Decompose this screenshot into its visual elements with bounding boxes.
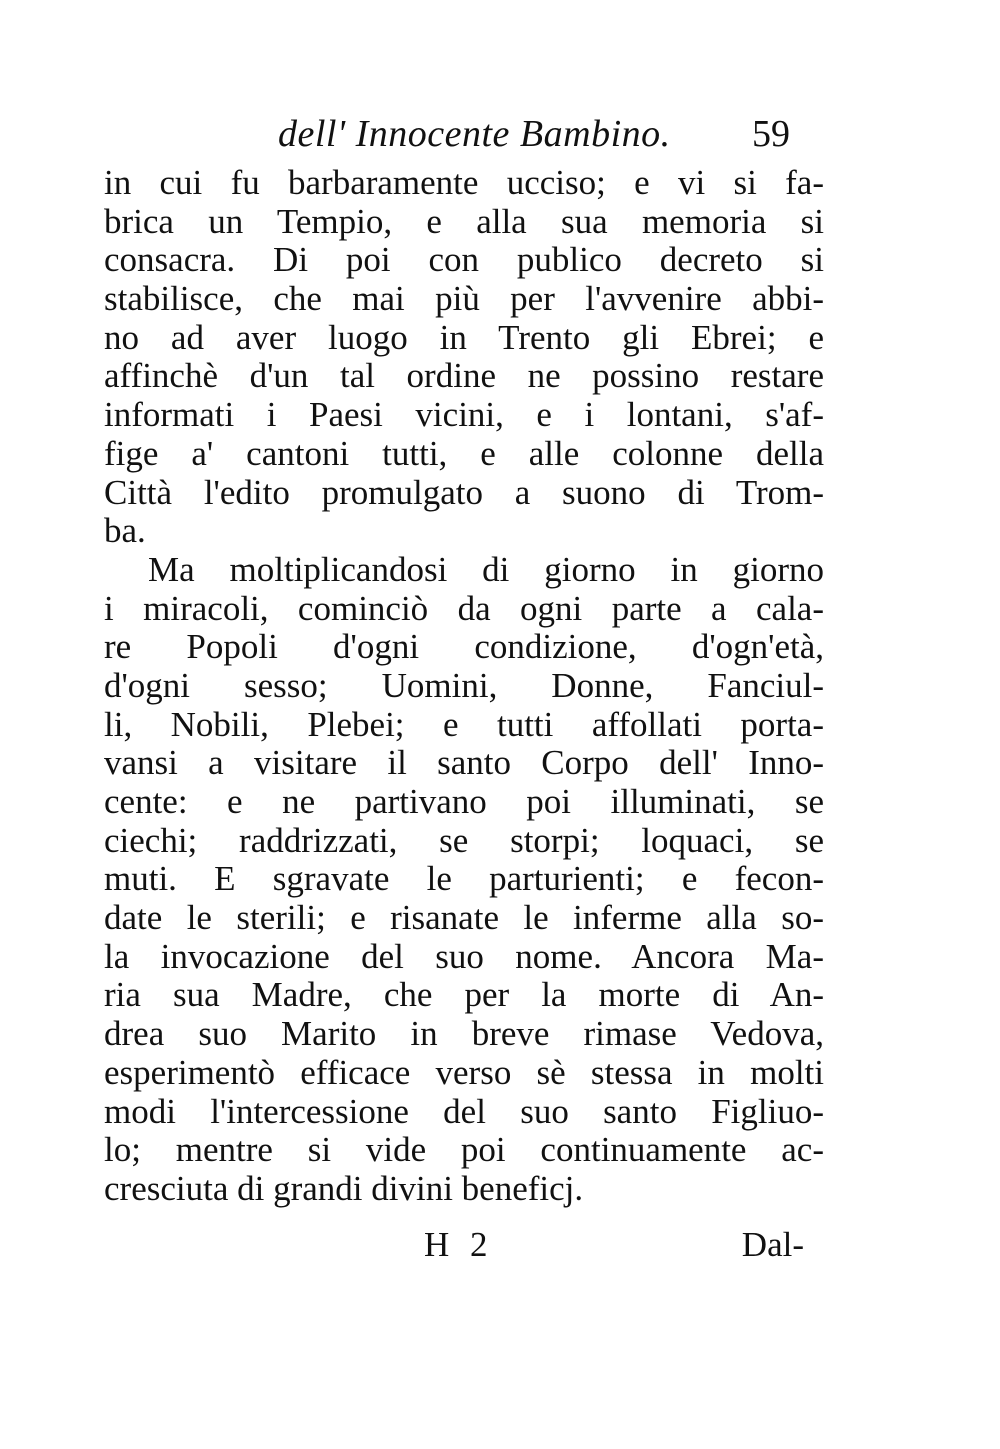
text-line: affinchè d'un tal ordine ne possino restare [104, 356, 824, 396]
text-line: lo; mentre si vide poi continuamente ac- [104, 1130, 824, 1170]
text-line: informati i Paesi vicini, e i lontani, s'af- [104, 395, 824, 435]
text-line: Ma moltiplicandosi di giorno in giorno [148, 549, 824, 589]
text-line: ciechi; raddrizzati, se storpi; loquaci, se [104, 820, 824, 860]
text-line: ria sua Madre, che per la morte di An- [104, 975, 824, 1015]
text-line: la invocazione del suo nome. Ancora Ma- [104, 936, 824, 976]
text-line: cente: e ne partivano poi illuminati, se [104, 782, 824, 821]
text-line: consacra. Di poi con publico decreto si [104, 240, 824, 280]
text-line: no ad aver luogo in Trento gli Ebrei; e [104, 317, 824, 357]
text-line: drea suo Marito in breve rimase Vedova, [104, 1014, 824, 1054]
text-line: brica un Tempio, e alla sua memoria si [104, 201, 824, 241]
text-line: date le sterili; e risanate le inferme alla so- [104, 898, 824, 938]
text-line: Città l'edito promulgato a suono di Trom- [104, 472, 824, 512]
text-line: li, Nobili, Plebei; e tutti affollati porta- [104, 704, 824, 744]
text-line: stabilisce, che mai più per l'avvenire abbi- [104, 279, 824, 319]
text-line: in cui fu barbaramente ucciso; e vi si fa- [104, 163, 824, 202]
text-line: d'ogni sesso; Uomini, Donne, Fanciul- [104, 665, 824, 705]
signature-mark: H 2 [424, 1225, 494, 1264]
text-line: modi l'intercessione del suo santo Figliuo- [104, 1091, 824, 1131]
text-line: muti. E sgravate le parturienti; e fecon- [104, 859, 824, 899]
text-line: re Popoli d'ogni condizione, d'ogn'età, [104, 627, 824, 667]
text-line: vansi a visitare il santo Corpo dell' Inno- [104, 743, 824, 783]
text-line: esperimentò efficace verso sè stessa in molti [104, 1052, 824, 1092]
body-text [104, 164, 824, 1209]
page-number: 59 [752, 113, 790, 155]
running-title: dell' Innocente Bambino. [278, 113, 671, 155]
catchword: Dal- [741, 1225, 804, 1264]
page-header [200, 112, 840, 162]
text-line: ba. [104, 511, 146, 551]
text-line: cresciuta di grandi divini beneficj. [104, 1168, 584, 1208]
text-line: fige a' cantoni tutti, e alle colonne della [104, 433, 824, 473]
text-line: i miracoli, cominciò da ogni parte a cala- [104, 588, 824, 628]
page-footer [424, 1225, 804, 1269]
